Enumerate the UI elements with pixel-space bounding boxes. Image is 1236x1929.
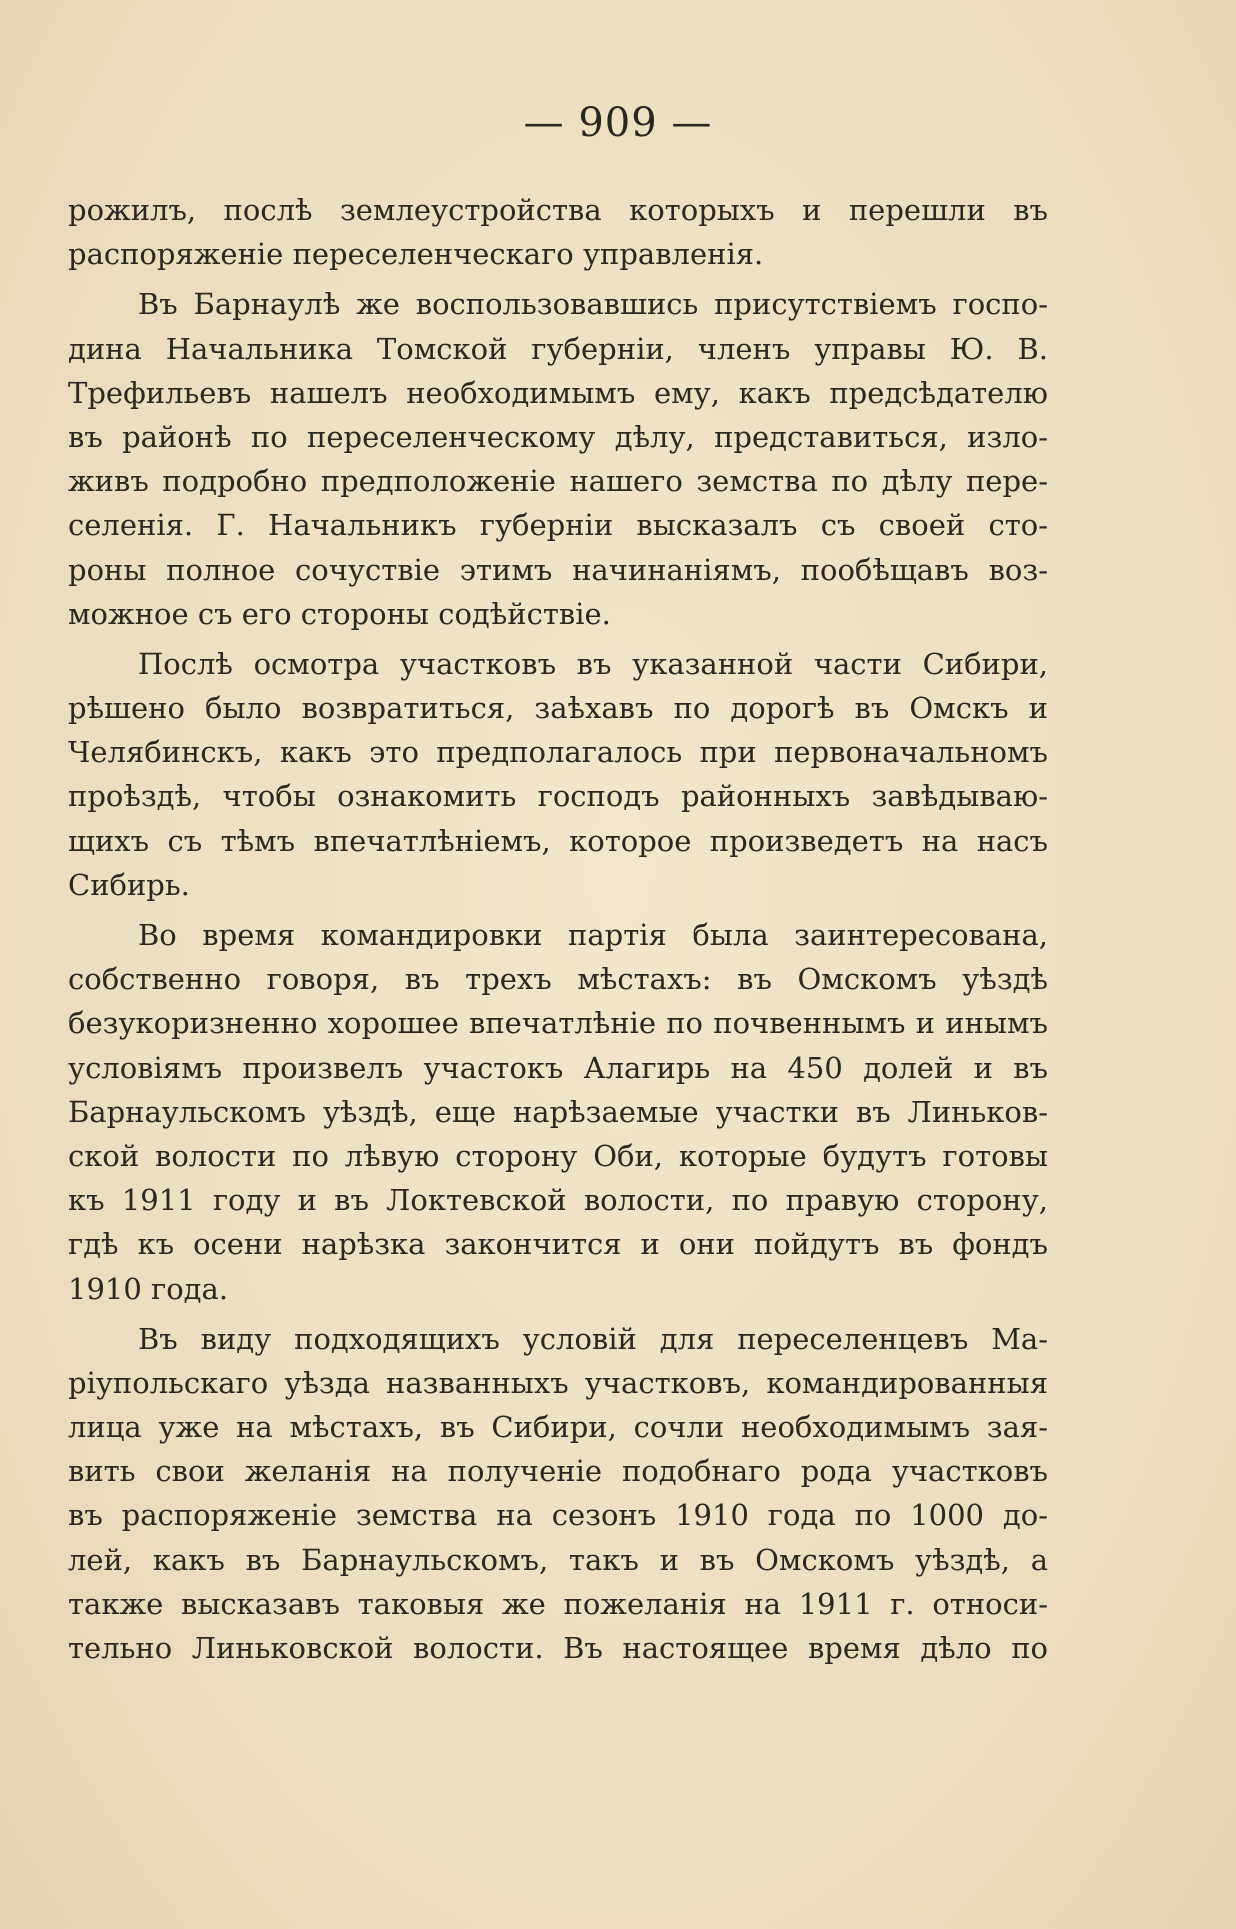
text-line: Трефильевъ нашелъ необходимымъ ему, какъ предсѣдателю	[68, 375, 1048, 410]
text-line: Послѣ осмотра участковъ въ указанной части Сибири,	[138, 646, 1048, 681]
text-line: ріупольскаго уѣзда названныхъ участковъ, командированныя	[68, 1365, 1048, 1400]
text-line: лица уже на мѣстахъ, въ Сибири, сочли необходимымъ зая-	[68, 1410, 1048, 1445]
text-line: селенія. Г. Начальникъ губерніи высказалъ съ своей сто-	[68, 508, 1048, 543]
text-line: живъ подробно предположеніе нашего земства по дѣлу пере-	[68, 464, 1048, 499]
text-line: Въ виду подходящихъ условій для переселенцевъ Ма-	[138, 1321, 1048, 1356]
text-line: Въ Барнаулѣ же воспользовавшись присутствіемъ госпо-	[138, 287, 1048, 322]
page-number: — 909 —	[523, 100, 713, 146]
paragraph-2	[68, 282, 1048, 636]
paragraph-1	[68, 188, 1048, 276]
text-line: роны полное сочуствіе этимъ начинаніямъ, пообѣщавъ воз-	[68, 552, 1048, 587]
text-line: можное съ его стороны содѣйствіе.	[68, 596, 611, 631]
text-line: Челябинскъ, какъ это предполагалось при первоначальномъ	[68, 735, 1048, 770]
text-line: проѣздѣ, чтобы ознакомить господъ районныхъ завѣдываю-	[68, 779, 1048, 814]
paragraph-5	[68, 1317, 1048, 1671]
text-line: въ распоряженіе земства на сезонъ 1910 года по 1000 до-	[68, 1498, 1048, 1533]
text-line: гдѣ къ осени нарѣзка закончится и они пойдутъ въ фондъ	[68, 1227, 1048, 1262]
text-line: также высказавъ таковыя же пожеланія на 1911 г. относи-	[68, 1586, 1048, 1621]
text-line: Сибирь.	[68, 867, 190, 902]
text-line: распоряженіе переселенческаго управленія.	[68, 237, 764, 272]
text-line: лей, какъ въ Барнаульскомъ, такъ и въ Омскомъ уѣздѣ, а	[68, 1542, 1048, 1577]
text-line: собственно говоря, въ трехъ мѣстахъ: въ Омскомъ уѣздѣ	[68, 962, 1048, 997]
body-text	[68, 188, 1048, 1676]
text-line: 1910 года.	[68, 1271, 229, 1306]
text-line: Во время командировки партія была заинтересована,	[138, 918, 1048, 952]
paragraph-3	[68, 642, 1048, 907]
paragraph-4	[68, 913, 1048, 1311]
text-line: вить свои желанія на полученіе подобнаго рода участковъ	[68, 1454, 1048, 1489]
text-line: безукоризненно хорошее впечатлѣніе по почвеннымъ и инымъ	[68, 1006, 1048, 1041]
text-line: къ 1911 году и въ Локтевской волости, по правую сторону,	[68, 1183, 1048, 1218]
text-line: тельно Линьковской волости. Въ настоящее время дѣло по	[68, 1631, 1048, 1665]
text-line: ской волости по лѣвую сторону Оби, которые будутъ готовы	[68, 1138, 1048, 1173]
text-line: условіямъ произвелъ участокъ Алагирь на 450 долей и въ	[68, 1050, 1048, 1085]
text-line: Барнаульскомъ уѣздѣ, еще нарѣзаемые участки въ Линьков-	[68, 1094, 1048, 1129]
text-line: щихъ съ тѣмъ впечатлѣніемъ, которое произведетъ на насъ	[68, 823, 1048, 858]
text-line: въ районѣ по переселенческому дѣлу, представиться, изло-	[68, 419, 1048, 454]
text-line: дина Начальника Томской губерніи, членъ управы Ю. В.	[68, 331, 1048, 366]
text-line: рѣшено было возвратиться, заѣхавъ по дорогѣ въ Омскъ и	[68, 691, 1048, 726]
text-line: рожилъ, послѣ землеустройства которыхъ и перешли въ	[68, 193, 1048, 227]
